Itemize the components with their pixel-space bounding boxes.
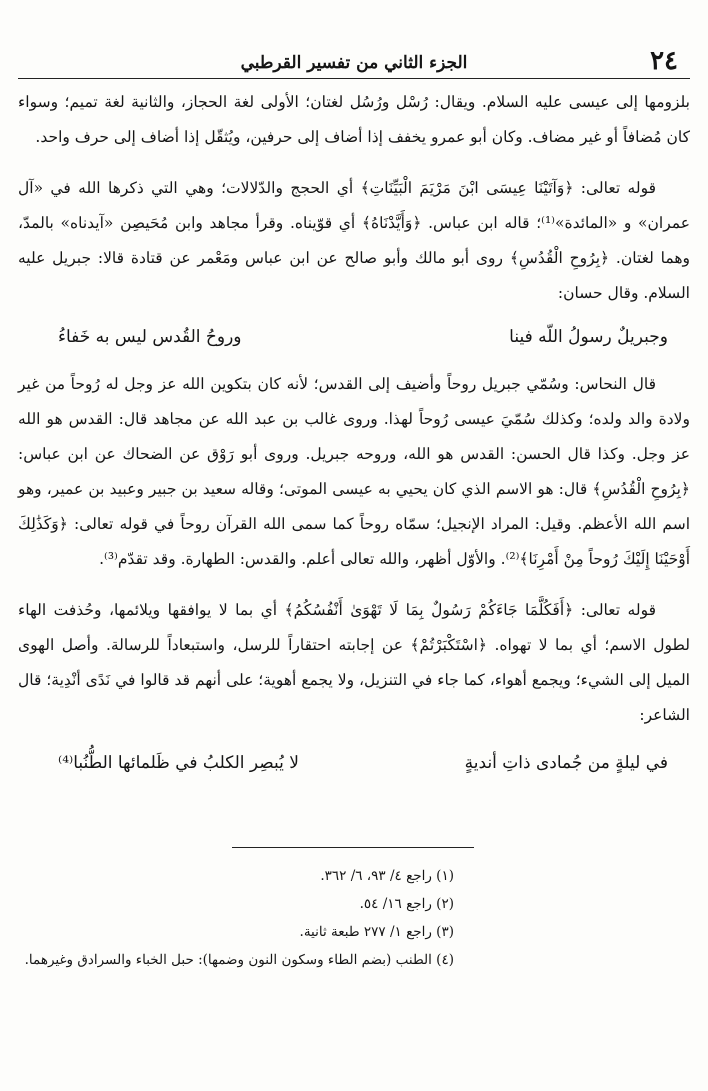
paragraph-bayyinat: قوله تعالى: ﴿وَآتَيْنَا عِيسَى ابْنَ مَرْيَمَ الْبَيِّنَاتِ﴾ أي الحجج والدّلالات؛ وهي التي ذكرها الله في «آل عمران» و «المائدة»⁽¹⁾؛ قاله ابن عباس. ﴿وَأَيَّدْنَاهُ﴾ أي قوّيناه. وقرأ مجاهد وابن مُحَيصِن «آيدناه» بالمدّ، وهما لغتان. ﴿بِرُوحِ الْقُدُسِ﴾ روى أبو مالك وأبو صالح عن ابن عباس ومَعْمر عن قتادة قالا: جبريل عليه السلام. وقال حسان: bbox=[18, 179, 690, 302]
verse-poet bbox=[18, 739, 690, 787]
verse-first-hemistich: وجبريلٌ رسولُ اللّه فينا bbox=[509, 327, 668, 347]
verse-first-hemistich: في ليلةٍ من جُمادى ذاتِ أنديةٍ bbox=[464, 753, 668, 773]
body-text bbox=[18, 79, 690, 787]
footnotes bbox=[18, 862, 690, 974]
page-header bbox=[18, 40, 690, 79]
footnote-4: (٤) الطنب (بضم الطاء وسكون النون وضمها): حبل الخباء والسرادق وغيرهما. bbox=[24, 952, 454, 968]
page-number: ٢٤ bbox=[650, 46, 678, 76]
running-title: الجزء الثاني من تفسير القرطبي bbox=[240, 53, 468, 73]
footnote-3: (٣) راجع ١/ ٢٧٧ طبعة ثانية. bbox=[299, 924, 454, 940]
verse-second-hemistich: وروحُ القُدس ليس به خَفاءُ bbox=[58, 327, 242, 347]
book-page bbox=[18, 40, 690, 974]
footnote-2: (٢) راجع ١٦/ ٥٤. bbox=[359, 896, 454, 912]
paragraph-nahhas: قال النحاس: وسُمّي جبريل روحاً وأضيف إلى القدس؛ لأنه كان بتكوين الله عز وجل له رُوحاً من غير ولادة والد ولده؛ وكذلك سُمّيَ عيسى رُوحاً لهذا. وروى غالب بن عبد الله عن مجاهد قال: القدس هو الله عز وجل. وكذا قال الحسن: القدس هو الله، وروحه جبريل. وروى أبو رَوْق عن الضحاك عن ابن عباس: ﴿بِرُوحِ الْقُدُسِ﴾ قال: هو الاسم الذي كان يحيي به عيسى الموتى؛ وقاله سعيد بن جبير وعبيد بن عمير، وهو اسم الله الأعظم. وقيل: المراد الإنجيل؛ سمّاه روحاً كما سمى الله القرآن روحاً في قوله تعالى: ﴿وَكَذَٰلِكَ أَوْحَيْنَا إِلَيْكَ رُوحاً مِنْ أَمْرِنَا﴾⁽²⁾. والأوّل أظهر، والله تعالى أعلم. والقدس: الطهارة. وقد تقدّم⁽³⁾. bbox=[18, 375, 690, 568]
paragraph-afakullama: قوله تعالى: ﴿أَفَكُلَّمَا جَاءَكُمْ رَسُولٌ بِمَا لَا تَهْوَىٰ أَنْفُسُكُمُ﴾ أي بما لا يوافقها ويلائمها، وحُذفت الهاء لطول الاسم؛ أي بما لا تهواه. ﴿اسْتَكْبَرْتُمْ﴾ عن إجابته احتقاراً للرسل، واستبعاداً للرسالة. وأصل الهوى الميل إلى الشيء؛ ويجمع أهواء، كما جاء في التنزيل، ولا يجمع أهوية؛ على أنهم قد قالوا في نَدًى أنْدِية؛ قال الشاعر: bbox=[18, 601, 690, 724]
footnotes-divider bbox=[232, 847, 474, 848]
verse-hassan bbox=[18, 313, 690, 361]
verse-second-hemistich: لا يُبصِر الكلبُ في ظَلمائها الطُّنُبا⁽⁴⁾ bbox=[58, 753, 299, 773]
paragraph-rusul: بلزومها إلى عيسى عليه السلام. ويقال: رُسْل ورُسُل لغتان؛ الأولى لغة الحجاز، والثانية لغة تميم؛ وسواء كان مُضافاً أو غير مضاف. وكان أبو عمرو يخفف إذا أضاف إلى حرفين، ويُثقّل إذا أضاف إلى حرف واحد. bbox=[18, 93, 690, 146]
footnote-1: (١) راجع ٤/ ٩٣، ٦/ ٣٦٢. bbox=[320, 868, 454, 884]
